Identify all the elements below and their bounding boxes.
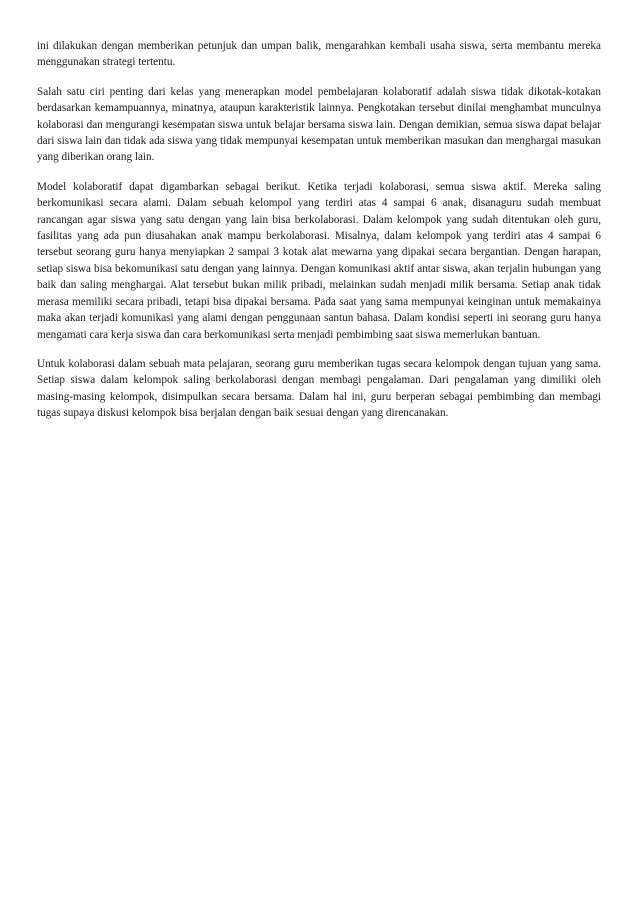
document-body [37, 38, 601, 435]
paragraph-1: ini dilakukan dengan memberikan petunjuk dan umpan balik, mengarahkan kembali usaha siswa, serta membantu mereka menggunakan strategi tertentu. [37, 40, 601, 69]
paragraph-3: Model kolaboratif dapat digambarkan sebagai berikut. Ketika terjadi kolaborasi, semua siswa aktif. Mereka saling berkomunikasi secara alami. Dalam sebuah kelompol yang terdiri atas 4 sampai 6 anak, disanaguru sudah membuat rancangan agar siswa yang satu dengan yang lain bisa berkolaborasi. Dalam kelompok yang sudah ditentukan oleh guru, fasilitas yang ada pun diusahakan anak mampu berkolaborasi. Misalnya, dalam kelompok yang terdiri atas 4 sampai 6 tersebut seorang guru hanya menyiapkan 2 sampai 3 kotak alat mewarna yang dipakai secara bergantian. Dengan harapan, setiap siswa bisa bekomunikasi satu dengan yang lainnya. Dengan komunikasi aktif antar siswa, akan terjalin hubungan yang baik dan saling menghargai. Alat tersebut bukan milik pribadi, melainkan sudah menjadi milik bersama. Setiap anak tidak merasa memiliki secara pribadi, tetapi bisa dipakai bersama. Pada saat yang sama mempunyai keinginan untuk memakainya maka akan terjadi komunikasi yang alami dengan penggunaan santun bahasa. Dalam kondisi seperti ini seorang guru hanya mengamati cara kerja siswa dan cara berkomunikasi serta menjadi pembimbing saat siswa memerlukan bantuan. [37, 180, 601, 341]
paragraph-4: Untuk kolaborasi dalam sebuah mata pelajaran, seorang guru memberikan tugas secara kelompok dengan tujuan yang sama. Setiap siswa dalam kelompok saling berkolaborasi dengan membagi pengalaman. Dari pengalaman yang dimiliki oleh masing-masing kelompok, disimpulkan secara bersama. Dalam hal ini, guru berperan sebagai pembimbing dan membagi tugas supaya diskusi kelompok bisa berjalan dengan baik sesuai dengan yang direncanakan. [37, 357, 601, 420]
paragraph-2: Salah satu ciri penting dari kelas yang menerapkan model pembelajaran kolaboratif adalah siswa tidak dikotak-kotakan berdasarkan kemampuannya, minatnya, ataupun karakteristik lainnya. Pengkotakan tersebut dinilai menghambat munculnya kolaborasi dan mengurangi kesempatan siswa untuk belajar bersama siswa lain. Dengan demikian, semua siswa dapat belajar dari siswa lain dan tidak ada siswa yang tidak mempunyai kesempatan untuk memberikan masukan dan menghargai masukan yang diberikan orang lain. [37, 85, 601, 164]
